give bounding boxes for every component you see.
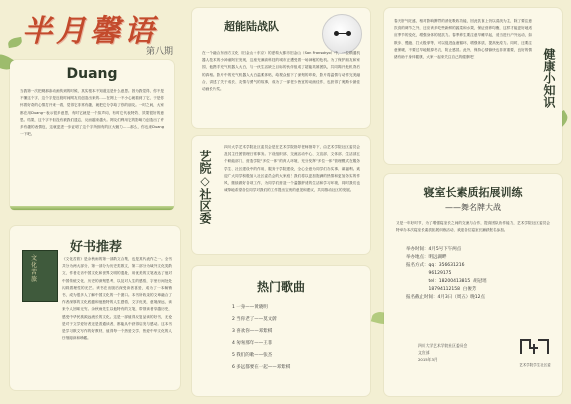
song-item: 1 一身——黄晓明 [232, 305, 268, 310]
health-card [384, 8, 562, 164]
issue-number: 第八期 [146, 47, 174, 57]
page-title: 半月馨语 [22, 14, 158, 49]
health-side-label: 健康小知识 [542, 48, 556, 108]
training-detail-line: 报名截止时间：4月3日（周五）晚12点 [406, 295, 485, 300]
duang-title: Duang [66, 66, 118, 82]
community-logo-icon [518, 336, 552, 358]
training-title: 寝室长素质拓展训练 [423, 186, 523, 199]
book-cover-title: 文化苦旅 [31, 255, 38, 283]
training-details [406, 246, 556, 302]
health-body: 春天肝气旺盛，相对影响脾胃的消化吸收功能，因此饮食上仍以清淡为主，除了要注意饮食的调节之外，还应该多吃些新鲜的蔬菜和水果，保证营养均衡，这样才能更好地适应季节的变化，增强身体的抵抗力。春季养生要注意早睡早起，适当进行户外运动，如散步、慢跑、打太极拳等，可以促进血液循环，增强体质，提高免疫力。同时，还要注意保暖，不要过早地脱掉冬衣，防止感冒。此外，保持心情愉快也非常重要，良好的情绪有助于身体健康，大家一起来关注自己的健康吧！ [394, 19, 532, 60]
books-card [10, 226, 180, 390]
header [8, 4, 178, 56]
baymax-image [322, 14, 362, 54]
baymax-eye-line [337, 33, 348, 34]
song-item: 5 我们的歌——张杰 [232, 353, 273, 358]
leaf-decoration [7, 37, 22, 48]
baymax-body: 在一个融合东西方文化（旧金山＋东京）的虚构大都市旧金山（San Fransokyo）中，一位精通机器人技术的小神童阿宏发现，这座充满高科技的城市正遭受着一场神秘的危机。为了保护朋友和家园，他携手充气机器人大白，与一伙生活缺乏目标的伙伴组成了超能英雄团队，共同揭开危机背后的真相。影片中的充气机器人大白温柔体贴，给观众留下了深刻的印象，影片将温情与动作完美融合，讲述了关于成长、友情与勇气的故事，成为了一部老少皆宜的动画佳作，也获得了奥斯卡最佳动画长片奖。 [202, 51, 360, 92]
footer-line: 四川大学艺术学院社区委员会 [418, 343, 468, 348]
training-detail-line: tel：18200413815 胡冠瑶 [406, 279, 487, 284]
books-title: 好书推荐 [70, 240, 123, 255]
training-detail-line: 18794112158 白俊芳 [406, 287, 477, 292]
training-detail-line: 报名方式：qq：356631216 [406, 263, 465, 268]
card-edge [10, 206, 174, 210]
community-body: 四川大学艺术学院社区委员会是在艺术学院指导老师指导下，由艺术学院社区委员会及其主任团管理日常事务。下设组织部、交流活动中心、文宣部、文体部、生活部五个职能部门，营造学院“多位一体”的育人环境，充分发挥“多位一体”管理模式在服务学生、社区建设中的作用，服务于学院建设，全心全意为同学们办实事、谋福利。欢迎广大同学积极加入社区委员会的大家庭！我们将以更加饱满的热情和更加务实的作风，继续做好各项工作，为同学们营造一个温馨舒适的生活和学习环境，同时我们也诚挚地希望各位同学对我们的工作提出宝贵的意见和建议，共同推动社区的发展。 [224, 145, 360, 193]
song-item: 6 多远都要在一起——邓紫棋 [232, 365, 291, 370]
song-item: 2 当你老了——莫文蔚 [232, 317, 277, 322]
duang-card [10, 60, 174, 210]
community-logo [518, 336, 552, 366]
community-card [192, 136, 370, 254]
songs-card [192, 266, 370, 396]
footer-line: 2015年3月 [418, 357, 438, 362]
training-detail-line: 举办地点：明远湖畔 [406, 255, 447, 260]
books-body: 《文化苦旅》是余秋雨的第一部散文合集，也是其代表作之一。全书共分为两大部分，第一部分为历史类散文，第二部分为域外文化类散文，作者走访中国文化和世界文明的遗址，用优美的文笔表达了他对中国传统文化、历史的深刻思考，以及对人生的感悟，字里行间处处闪烁着理性的光芒。该书在出版后深受读者喜爱，成为了一本畅销书，成为很多人了解中国文化的一个窗口。本书所收录的文章融合了作者深厚的文化底蕴和他独特的人生感悟，文字优美，意境深远，读来令人回味无穷。余秋雨先生以他特有的文笔，带领读者穿越历史，感受中华民族源远流长的文化。这是一部值得反复品读的好书，无论是对于文学爱好者还是普通读者，都能从中获得启发与感动。这本书是学习散文写作的好教材，值得每一个热爱文学、热爱中华文化的人仔细阅读和珍藏。 [62, 257, 172, 341]
community-side-label: 艺院◇社区委 [198, 150, 212, 224]
baymax-card [192, 8, 370, 128]
baymax-title: 超能陆战队 [224, 20, 279, 33]
training-card [384, 174, 562, 396]
community-logo-caption: 艺术学院学生社区委 [519, 363, 551, 367]
training-subtitle: ——舞名牌大战 [445, 203, 501, 212]
song-item: 4 匆匆那年——王菲 [232, 341, 273, 346]
training-detail-line: 96129175 [406, 271, 452, 276]
training-detail-line: 举办时间：4月5号下午两点 [406, 247, 462, 252]
duang-body: 当我第一次把刷那条动画传到的时候，其实根本不知道这是什么意思。因为我觉得，你不是不懂这个字，这个字是近段时间网友们创造出来的……在网上一不小心就看到了它，于是你怀着好奇的心情打开来一看，觉得它非常有趣，就把它分享给了你的朋友。一时之间，大家都在用Duang~表示很多意思，有时它就是一个拟声词，有时它代表特效、效果很好的意思。结果，这个字不但没有被我们遗忘，反而越来越火。网友们利用它的影响力创造出了许多有趣的表情包，这就更进一步证明了这个字所拥有的巨大魅力……那么，你也来Duang一下吧。 [20, 89, 164, 137]
songs-list [232, 302, 362, 374]
songs-title: 热门歌曲 [256, 280, 305, 294]
training-footer [418, 342, 508, 363]
training-body: 又是一年好时节，为了增强寝室长之间的交流与合作，提高团队协作能力，艺术学院社区委员会特举办本次寝室长素质拓展训练活动，欢迎各位寝室长踊跃报名参加。 [396, 221, 550, 233]
footer-line: 文宣部 [418, 350, 430, 355]
song-item: 3 喜欢你——邓紫棋 [232, 329, 273, 334]
